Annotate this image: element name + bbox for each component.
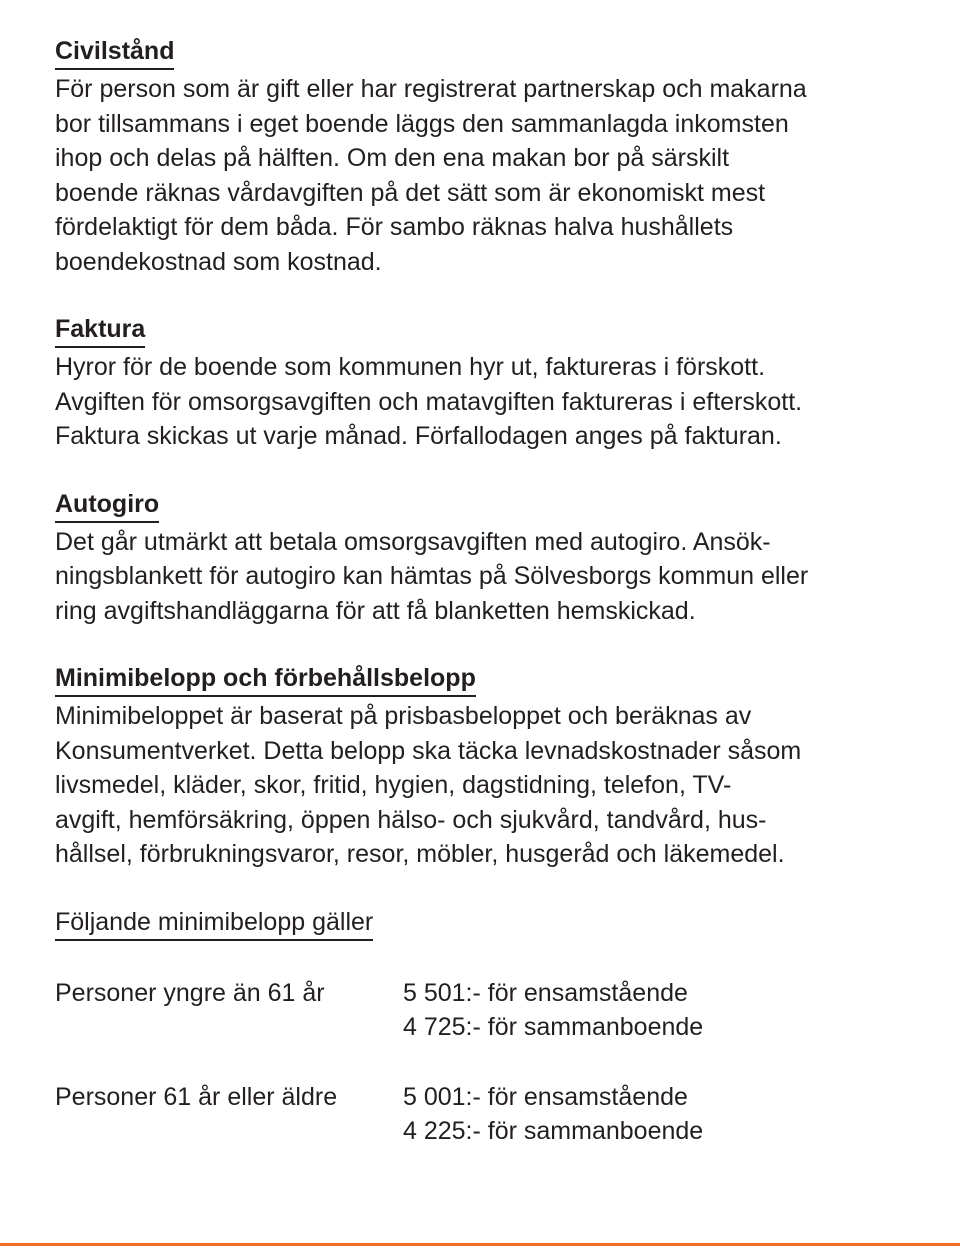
section-body <box>55 699 915 872</box>
body-line: boende räknas vårdavgiften på det sätt som är ekonomiskt mest <box>55 178 766 207</box>
document-page <box>55 34 915 1182</box>
body-line: För person som är gift eller har registrerat partnerskap och makarna <box>55 75 807 103</box>
body-line: boendekostnad som kostnad. <box>55 247 382 276</box>
amount-value: 4 225:- för sammanboende <box>403 1117 704 1145</box>
minimum-amounts-heading: Följande minimibelopp gäller <box>55 905 373 941</box>
body-line: Faktura skickas ut varje månad. Förfallodagen anges på fakturan. <box>55 422 782 450</box>
section-civilstand <box>55 34 915 279</box>
body-line: Hyror för de boende som kommunen hyr ut, faktureras i förskott. <box>55 353 766 381</box>
section-heading: Civilstånd <box>55 34 174 70</box>
amount-row <box>55 1080 915 1115</box>
amount-group-61-plus <box>55 1080 915 1149</box>
body-line: avgift, hemförsäkring, öppen hälso- och sjukvård, tandvård, hus- <box>55 805 767 834</box>
amount-group-under-61 <box>55 976 915 1045</box>
amount-value: 4 725:- för sammanboende <box>403 1013 704 1041</box>
body-line: ihop och delas på hälften. Om den ena makan bor på särskilt <box>55 144 730 172</box>
body-line: ningsblankett för autogiro kan hämtas på Sölvesborgs kommun eller <box>55 562 809 590</box>
amount-row <box>55 1010 915 1045</box>
body-line: ring avgiftshandläggarna för att få blanketten hemskickad. <box>55 596 696 625</box>
section-body <box>55 350 915 454</box>
minimum-amounts <box>55 905 915 1149</box>
amount-row <box>55 976 915 1011</box>
group-label: Personer yngre än 61 år <box>55 978 325 1007</box>
body-line: livsmedel, kläder, skor, fritid, hygien, dagstidning, telefon, TV- <box>55 771 732 799</box>
section-body <box>55 525 915 629</box>
body-line: Konsumentverket. Detta belopp ska täcka levnadskostnader såsom <box>55 736 802 765</box>
section-faktura <box>55 312 915 454</box>
amount-value: 5 501:- för ensamstående <box>403 978 688 1007</box>
section-heading: Faktura <box>55 312 145 348</box>
section-minimibelopp <box>55 661 915 872</box>
amount-value: 5 001:- för ensamstående <box>403 1082 688 1111</box>
section-heading: Minimibelopp och förbehållsbelopp <box>55 661 476 697</box>
body-line: Avgiften för omsorgsavgiften och matavgiften faktureras i efterskott. <box>55 387 803 416</box>
section-autogiro <box>55 487 915 629</box>
body-line: hållsel, förbrukningsvaror, resor, möbler, husgeråd och läkemedel. <box>55 840 785 868</box>
section-body <box>55 72 915 279</box>
amount-row <box>55 1114 915 1149</box>
body-line: fördelaktigt för dem båda. För sambo räknas halva hushållets <box>55 213 734 241</box>
body-line: Minimibeloppet är baserat på prisbasbeloppet och beräknas av <box>55 702 752 730</box>
section-heading: Autogiro <box>55 487 159 523</box>
body-line: Det går utmärkt att betala omsorgsavgiften med autogiro. Ansök- <box>55 527 771 556</box>
group-label: Personer 61 år eller äldre <box>55 1082 338 1111</box>
body-line: bor tillsammans i eget boende läggs den sammanlagda inkomsten <box>55 109 789 138</box>
